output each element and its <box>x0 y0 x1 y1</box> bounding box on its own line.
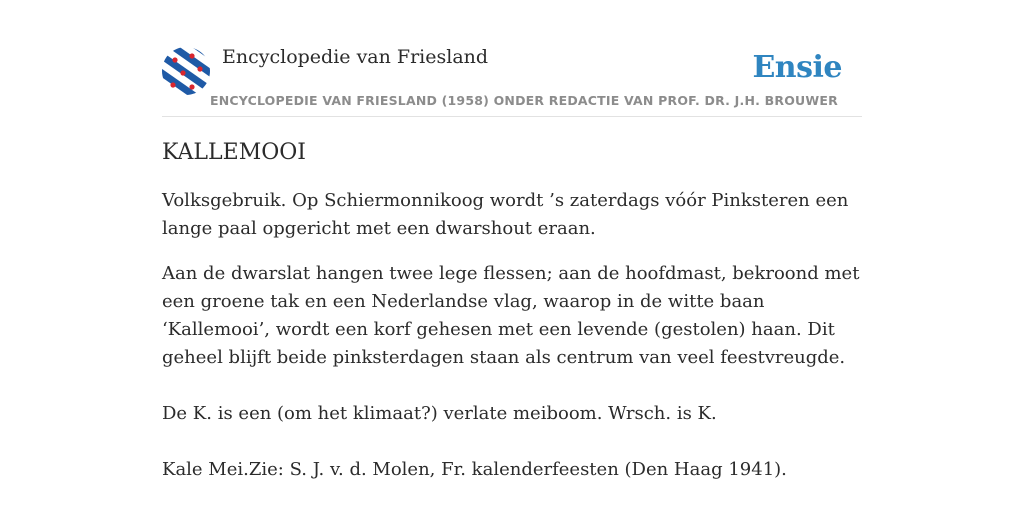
article-title: KALLEMOOI <box>162 140 306 165</box>
site-title[interactable]: Encyclopedie van Friesland <box>222 46 489 68</box>
article-paragraph: Kale Mei.Zie: S. J. v. d. Molen, Fr. kalenderfeesten (Den Haag 1941). <box>162 459 787 480</box>
ensie-brand-logo[interactable]: Ensie <box>752 50 842 85</box>
header <box>162 44 862 117</box>
article-paragraph: Volksgebruik. Op Schiermonnikoog wordt ’s zaterdags vóór Pinksteren een lange paal opgericht met een dwarshout eraan. <box>162 190 849 239</box>
article-paragraph: Aan de dwarslat hangen twee lege flessen; aan de hoofdmast, bekroond met een groene tak en een Nederlandse vlag, waarop in de witte baan ‘Kallemooi’, wordt een korf gehesen met een levende (gestolen) haan. Dit geheel blijft beide pinksterdagen staan als centrum van veel feestvreugde. <box>162 263 860 368</box>
article-paragraph: De K. is een (om het klimaat?) verlate meiboom. Wrsch. is K. <box>162 403 717 424</box>
site-subtitle: ENCYCLOPEDIE VAN FRIESLAND (1958) ONDER REDACTIE VAN PROF. DR. J.H. BROUWER <box>210 93 838 108</box>
friesland-flag-icon[interactable] <box>162 47 210 95</box>
article <box>162 140 862 501</box>
